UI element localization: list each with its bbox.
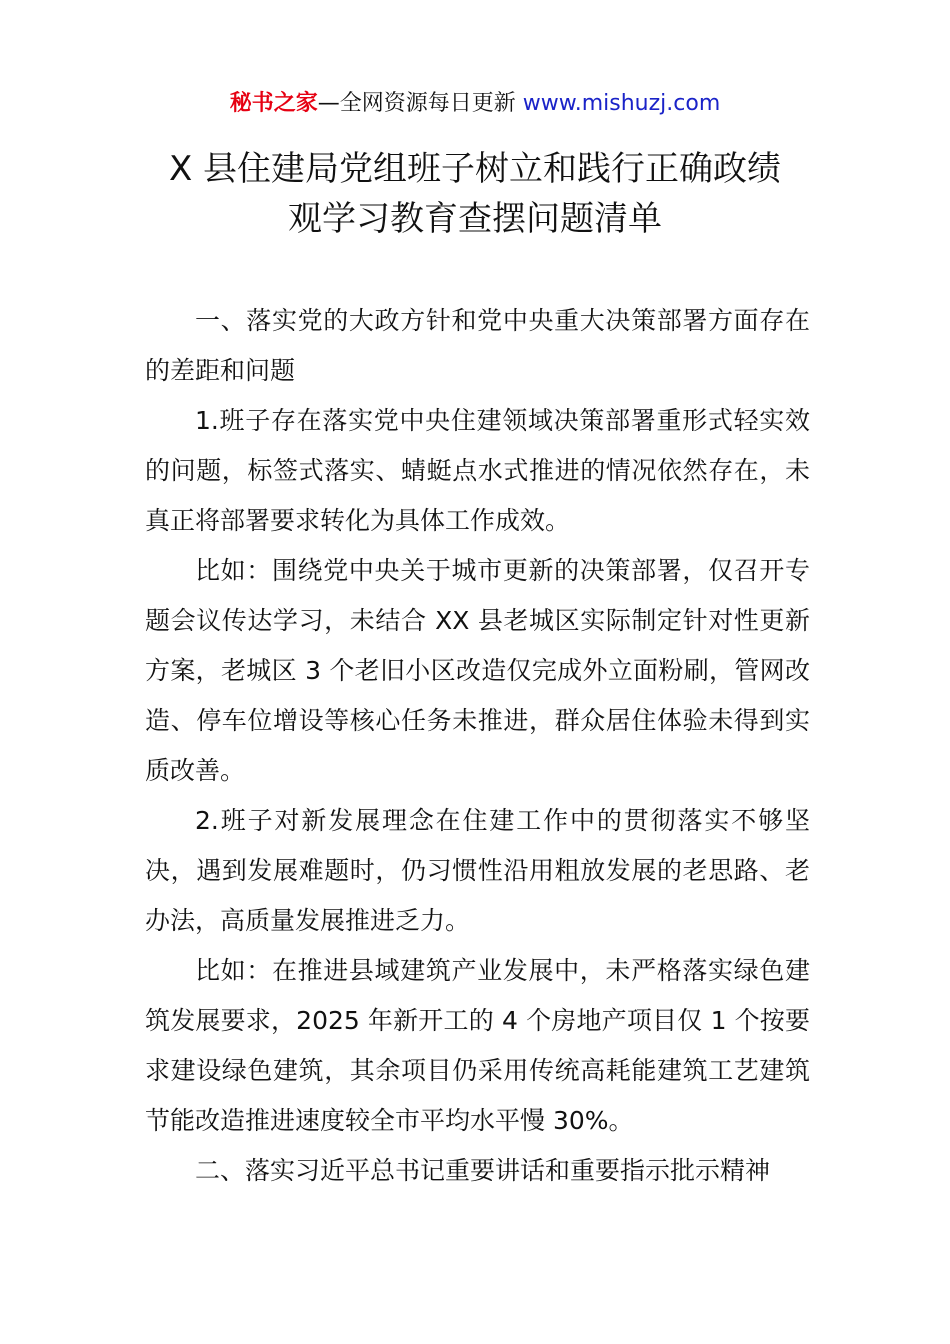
body-paragraph: 2.班子对新发展理念在住建工作中的贯彻落实不够坚决，遇到发展难题时，仍习惯性沿用粗放发展的老思路、老办法，高质量发展推进乏力。 [145,806,810,935]
site-header [0,88,950,120]
title-line-1: X 县住建局党组班子树立和践行正确政绩 [168,149,782,189]
section-heading-2: 二、落实习近平总书记重要讲话和重要指示批示精神 [195,1156,771,1185]
body-paragraph: 1.班子存在落实党中央住建领域决策部署重形式轻实效的问题，标签式落实、蜻蜓点水式推进的情况依然存在，未真正将部署要求转化为具体工作成效。 [145,406,810,535]
site-url-link[interactable]: www.mishuzj.com [522,91,721,116]
title-line-2: 观学习教育查摆问题清单 [288,199,662,239]
header-tagline: —全网资源每日更新 [317,91,523,116]
brand-name: 秘书之家 [229,91,318,116]
body-paragraph: 比如：围绕党中央关于城市更新的决策部署，仅召开专题会议传达学习，未结合 XX 县老城区实际制定针对性更新方案，老城区 3 个老旧小区改造仅完成外立面粉刷，管网改造、停车位增设等核心任务未推进，群众居住体验未得到实质改善。 [145,556,810,785]
document-body [145,296,810,1196]
section-heading-1: 一、落实党的大政方针和党中央重大决策部署方面存在的差距和问题 [145,306,810,385]
document-title [0,144,950,244]
body-paragraph: 比如：在推进县域建筑产业发展中，未严格落实绿色建筑发展要求，2025 年新开工的 4 个房地产项目仅 1 个按要求建设绿色建筑，其余项目仍采用传统高耗能建筑工艺建筑节能改造推进速度较全市平均水平慢 30%。 [145,956,810,1135]
